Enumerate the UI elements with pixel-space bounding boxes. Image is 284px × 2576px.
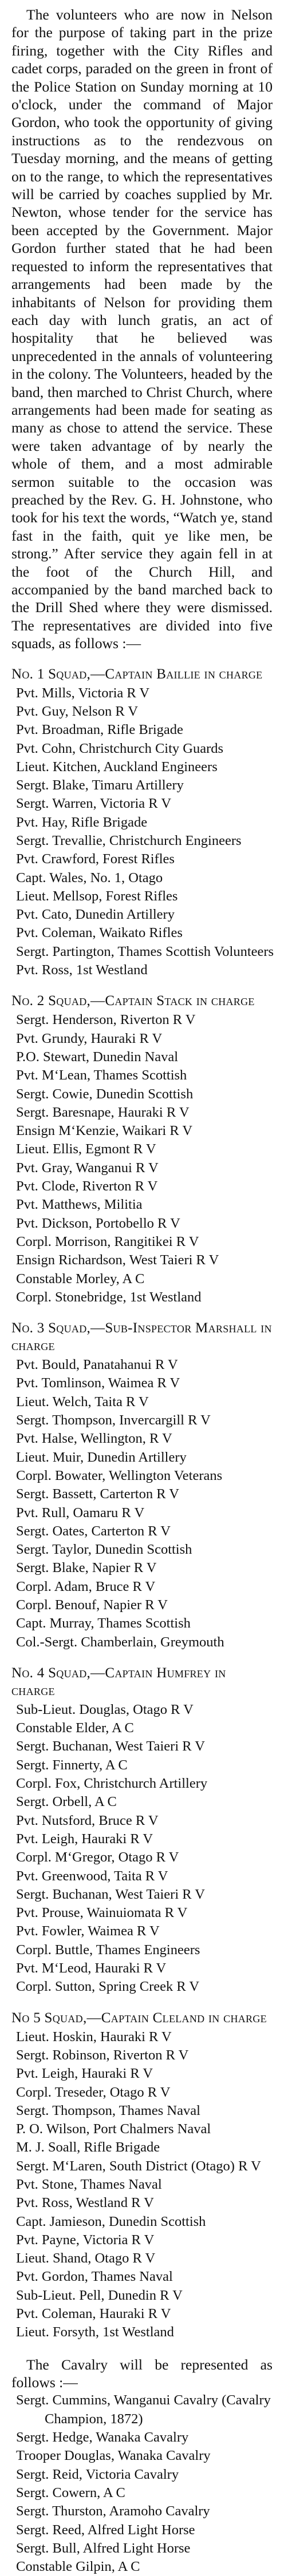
squad-member-list — [11, 684, 273, 980]
list-item: Corpl. Morrison, Rangitikei R V — [16, 1233, 199, 1249]
list-item: Corpl. Fox, Christchurch Artillery — [16, 1776, 208, 1792]
list-item: Constable Elder, A C — [16, 1720, 134, 1736]
list-item: Pvt. Cato, Dunedin Artillery — [16, 907, 175, 923]
list-item: Corpl. Bowater, Wellington Veterans — [16, 1467, 223, 1483]
list-item: Sergt. Blake, Timaru Artillery — [16, 777, 184, 793]
list-item: Constable Gilpin, A C — [16, 2559, 140, 2575]
list-item: Pvt. Coleman, Hauraki R V — [16, 2306, 171, 2322]
list-item: Trooper Douglas, Wanaka Cavalry — [16, 2448, 211, 2464]
list-item: Pvt. Stone, Thames Naval — [16, 2177, 162, 2192]
list-item: Pvt. M‘Lean, Thames Scottish — [16, 1067, 187, 1083]
list-item: Sergt. Henderson, Riverton R V — [16, 1012, 196, 1028]
list-item: Lieut. Shand, Otago R V — [16, 2250, 156, 2267]
article-intro: The volunteers who are now in Nelson for the purpose of taking part in the prize firing, together with the City Rifles and cadet corps, paraded on the green in front of the Police Station on Sunday morning at 10 o'clock, under the command of Major Gordon, who took the opportunity of giving instructions as to the rendezvous on Tuesday morning, and the means of getting on to the range, to which the representatives will be carried by coaches supplied by Mr. Newton, whose tender for the service has been accepted by the Government. Major Gordon further stated that he had been requested to inform the representatives that arrangements had been made by the inhabitants of Nelson for providing them each day with lunch gratis, an act of hospitality that he believed was unprecedented in the annals of volunteering in the colony. The Volunteers, headed by the band, then marched to Christ Church, where arrangements had been made for seating as many as chose to attend the service. These were taken advantage of by nearly the whole of them, and a most admirable sermon suitable to the occasion was preached by the Rev. G. H. Johnstone, who took for his text the words, “Watch ye, stand fast in the faith, quit ye like men, be strong.” After service they again fell in at the foot of the Church Hill, and accompanied by the band marched back to the Drill Shed where they were dismissed. The representatives are divided into five squads, as follows :— — [11, 6, 273, 652]
list-item: Sergt. Oates, Carterton R V — [16, 1523, 171, 1539]
list-item: Pvt. Leigh, Hauraki R V — [16, 1831, 153, 1847]
squad-5 — [11, 2009, 273, 2342]
list-item: Pvt. Ross, 1st Westland — [16, 962, 148, 978]
list-item: Sergt. Blake, Napier R V — [16, 1560, 157, 1576]
list-item: Sergt. Thompson, Invercargill R V — [16, 1412, 211, 1428]
squad-heading: No. 2 Squad,—Captain Stack in charge — [11, 993, 255, 1009]
list-item: Corpl. Benouf, Napier R V — [16, 1597, 168, 1613]
list-item: Sergt. M‘Laren, South District (Otago) R V — [16, 2158, 261, 2174]
list-item: Pvt. Broadman, Rifle Brigade — [16, 722, 183, 738]
list-item: Sergt. Bassett, Carterton R V — [16, 1486, 179, 1502]
list-item: Pvt. Gordon, Thames Naval — [16, 2269, 173, 2285]
squad-member-list — [11, 2028, 273, 2342]
list-item: Pvt. M‘Leod, Hauraki R V — [16, 1960, 167, 1976]
list-item: Pvt. Gray, Wanganui R V — [16, 1160, 159, 1176]
squad-heading: No 5 Squad,—Captain Cleland in charge — [11, 2010, 267, 2026]
list-item: Corpl. Treseder, Otago R V — [16, 2084, 171, 2100]
list-item: Sergt. Trevallie, Christchurch Engineers — [16, 833, 242, 848]
list-item: Sergt. Reid, Victoria Cavalry — [16, 2466, 179, 2482]
list-item: Lieut. Mellsop, Forest Rifles — [16, 888, 178, 904]
list-item: Constable Morley, A C — [16, 1271, 145, 1287]
list-item: Lieut. Forsyth, 1st Westland — [16, 2324, 174, 2340]
list-item: Sergt. Cummins, Wanganui Cavalry (Cavalry — [16, 2392, 271, 2408]
list-item: Lieut. Kitchen, Auckland Engineers — [16, 759, 218, 775]
list-item: Pvt. Hay, Rifle Brigade — [16, 814, 148, 830]
list-item: Sergt. Warren, Victoria R V — [16, 796, 172, 812]
list-item: Pvt. Prouse, Wainuiomata R V — [16, 1905, 188, 1921]
squad-4 — [11, 1664, 273, 1997]
list-item: Pvt. Ross, Westland R V — [16, 2195, 154, 2211]
list-item: Corpl. M‘Gregor, Otago R V — [16, 1849, 179, 1865]
squad-1 — [11, 665, 273, 980]
list-item: Sergt. Cowie, Dunedin Scottish — [16, 1086, 194, 1102]
squad-heading: No. 1 Squad,—Captain Baillie in charge — [11, 666, 263, 682]
list-item: Pvt. Halse, Wellington, R V — [16, 1431, 172, 1447]
list-item: Sergt. Buchanan, West Taieri R V — [16, 1886, 205, 1902]
list-item: Pvt. Cohn, Christchurch City Guards — [16, 740, 224, 756]
list-item: Sergt. Cowern, A C — [16, 2484, 125, 2500]
list-item: Capt. Murray, Thames Scottish — [16, 1616, 191, 1632]
list-item: Sergt. Buchanan, West Taieri R V — [16, 1738, 205, 1755]
squad-member-list — [11, 1356, 273, 1652]
squad-heading: No. 4 Squad,—Captain Humfrey in charge — [11, 1665, 226, 1698]
list-item: Pvt. Leigh, Hauraki R V — [16, 2066, 153, 2082]
list-item: Sergt. Taylor, Dunedin Scottish — [16, 1542, 192, 1558]
cavalry-intro: The Cavalry will be represented as follows :— — [11, 2356, 273, 2391]
list-item: Lieut. Muir, Dunedin Artillery — [16, 1449, 187, 1465]
list-item: Sergt. Thurston, Aramoho Cavalry — [16, 2503, 210, 2519]
list-item: Pvt. Matthews, Militia — [16, 1197, 143, 1213]
list-item: Sergt. Bull, Alfred Light Horse — [16, 2540, 191, 2556]
list-item: Pvt. Clode, Riverton R V — [16, 1178, 158, 1194]
list-item: Sergt. Partington, Thames Scottish Volunteers — [16, 943, 274, 959]
list-item: Corpl. Buttle, Thames Engineers — [16, 1942, 200, 1958]
list-item: Lieut. Welch, Taita R V — [16, 1394, 149, 1410]
list-item: Corpl. Adam, Bruce R V — [16, 1578, 156, 1594]
list-item: Sergt. Robinson, Riverton R V — [16, 2047, 189, 2063]
list-item: Champion, 1872) — [45, 2411, 143, 2427]
list-item: Pvt. Guy, Nelson R V — [16, 703, 139, 719]
list-item: Pvt. Greenwood, Taita R V — [16, 1868, 168, 1884]
list-item: Pvt. Nutsford, Bruce R V — [16, 1812, 159, 1828]
list-item: Sergt. Orbell, A C — [16, 1794, 117, 1810]
squad-heading: No. 3 Squad,—Sub-Inspector Marshall in charge — [11, 1320, 272, 1354]
list-item: Capt. Wales, No. 1, Otago — [16, 870, 163, 886]
list-item: Corpl. Stonebridge, 1st Westland — [16, 1289, 202, 1305]
list-item: Lieut. Hoskin, Hauraki R V — [16, 2029, 172, 2045]
list-item: Sub-Lieut. Pell, Dunedin R V — [16, 2287, 183, 2303]
list-item: Sergt. Hedge, Wanaka Cavalry — [16, 2430, 189, 2446]
list-item: M. J. Soall, Rifle Brigade — [16, 2140, 160, 2156]
list-item: Sergt. Baresnape, Hauraki R V — [16, 1104, 190, 1120]
cavalry-member-list — [11, 2391, 273, 2576]
list-item: Lieut. Ellis, Egmont R V — [16, 1141, 156, 1157]
list-item: Pvt. Dickson, Portobello R V — [16, 1215, 180, 1231]
list-item: Ensign Richardson, West Taieri R V — [16, 1252, 219, 1268]
list-item: Capt. Jamieson, Dunedin Scottish — [16, 2213, 206, 2229]
list-item: Ensign M‘Kenzie, Waikari R V — [16, 1123, 193, 1139]
list-item: Pvt. Tomlinson, Waimea R V — [16, 1375, 180, 1391]
list-item: Sergt. Finnerty, A C — [16, 1757, 128, 1773]
list-item: P.O. Stewart, Dunedin Naval — [16, 1049, 179, 1065]
list-item: Corpl. Sutton, Spring Creek R V — [16, 1979, 200, 1995]
list-item: Pvt. Crawford, Forest Rifles — [16, 851, 175, 867]
list-item: P. O. Wilson, Port Chalmers Naval — [16, 2121, 211, 2137]
list-item: Pvt. Fowler, Waimea R V — [16, 1923, 160, 1939]
list-item: Col.-Sergt. Chamberlain, Greymouth — [16, 1634, 224, 1650]
list-item: Sergt. Thompson, Thames Naval — [16, 2102, 200, 2118]
squad-3 — [11, 1319, 273, 1652]
list-item: Pvt. Bould, Panatahanui R V — [16, 1357, 178, 1373]
list-item: Pvt. Rull, Oamaru R V — [16, 1505, 145, 1521]
squad-member-list — [11, 1011, 273, 1307]
squad-member-list — [11, 1701, 273, 1997]
list-item: Pvt. Grundy, Hauraki R V — [16, 1030, 163, 1046]
list-item: Pvt. Mills, Victoria R V — [16, 685, 150, 701]
list-item: Sub-Lieut. Douglas, Otago R V — [16, 1701, 194, 1717]
list-item: Sergt. Reed, Alfred Light Horse — [16, 2522, 195, 2538]
list-item: Pvt. Coleman, Waikato Rifles — [16, 925, 183, 941]
list-item: Pvt. Payne, Victoria R V — [16, 2232, 155, 2248]
squad-2 — [11, 992, 273, 1307]
